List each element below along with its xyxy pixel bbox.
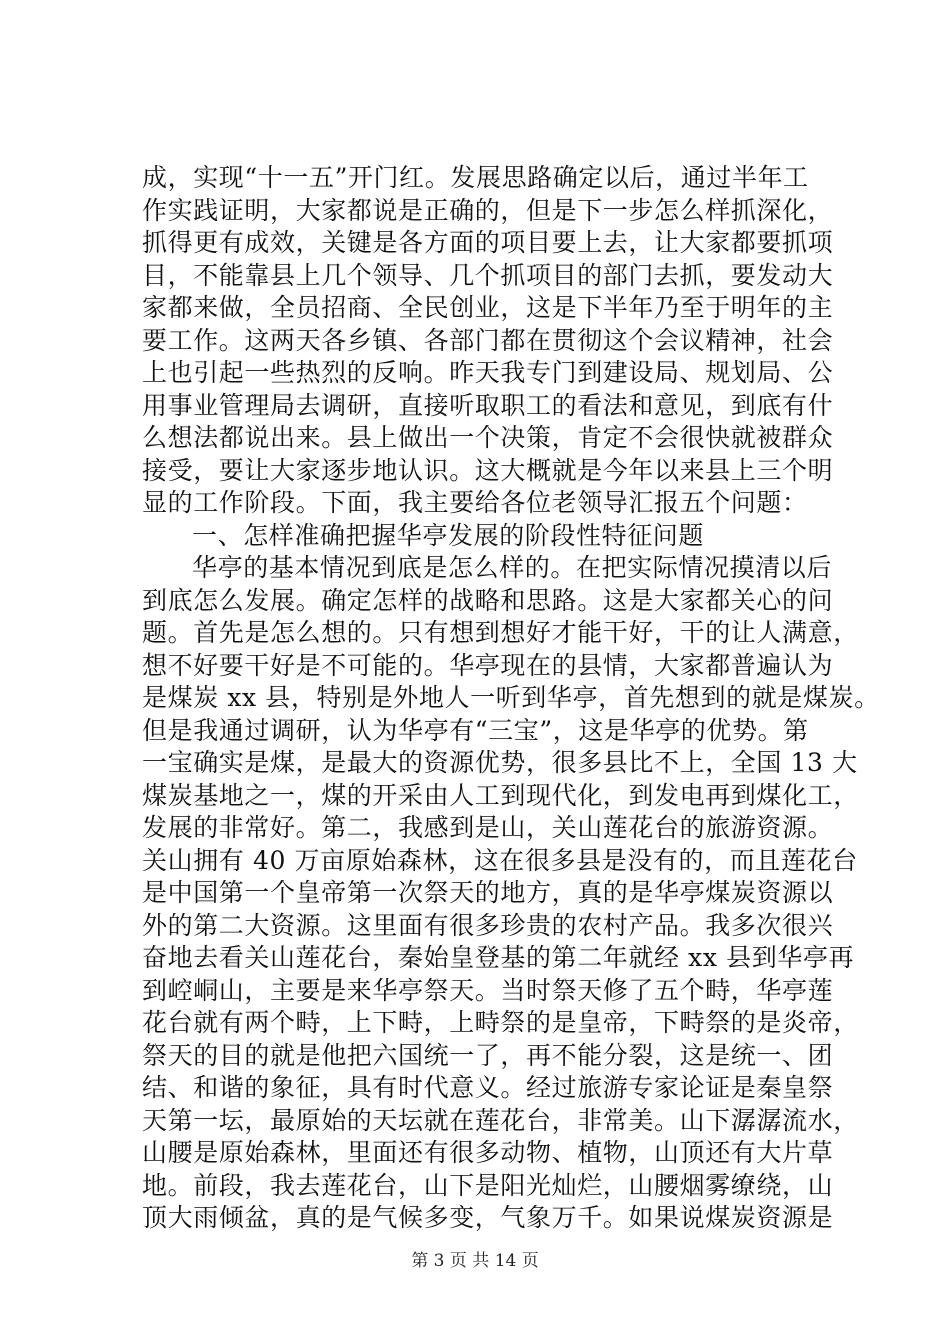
text-line: 题。首先是怎么想的。只有想到想好才能干好，干的让人满意， (142, 618, 859, 647)
text-line: 祭天的目的就是他把六国统一了，再不能分裂，这是统一、团 (142, 1040, 834, 1070)
text-line: 接受，要让大家逐步地认识。这大概就是今年以来县上三个明 (142, 455, 834, 485)
text-line: 要工作。这两天各乡镇、各部门都在贯彻这个会议精神，社会 (142, 325, 834, 355)
text-line: 奋地去看关山莲花台，秦始皇登基的第二年就经 xx 县到华亭再 (142, 943, 855, 972)
text-line: 一宝确实是煤，是最大的资源优势，很多县比不上，全国 13 大 (142, 748, 858, 777)
text-line: 一、怎样准确把握华亭发展的阶段性特征问题 (192, 520, 705, 550)
text-line: 到崆峒山，主要是来华亭祭天。当时祭天修了五个畤，华亭莲 (142, 975, 834, 1005)
text-line: 煤炭基地之一，煤的开采由人工到现代化，到发电再到煤化工， (142, 780, 859, 810)
text-line: 是煤炭 xx 县，特别是外地人一听到华亭，首先想到的就是煤炭。 (142, 683, 880, 712)
text-line: 地。前段，我去莲花台，山下是阳光灿烂，山腰烟雾缭绕，山 (142, 1170, 834, 1200)
text-line: 结、和谐的象征，具有时代意义。经过旅游专家论证是秦皇祭 (142, 1073, 834, 1102)
text-line: 用事业管理局去调研，直接听取职工的看法和意见，到底有什 (142, 390, 834, 420)
text-line: 是中国第一个皇帝第一次祭天的地方，真的是华亭煤炭资源以 (142, 878, 834, 907)
body-text (142, 162, 880, 1235)
text-line: 天第一坛，最原始的天坛就在莲花台，非常美。山下潺潺流水， (142, 1105, 859, 1135)
text-line: 山腰是原始森林，里面还有很多动物、植物，山顶还有大片草 (142, 1138, 834, 1167)
page-footer: 第 3 页 共 14 页 (411, 1251, 539, 1271)
text-line: 发展的非常好。第二，我感到是山，关山莲花台的旅游资源。 (142, 813, 834, 842)
text-line: 想不好要干好是不可能的。华亭现在的县情，大家都普遍认为 (142, 650, 834, 680)
text-line: 目，不能靠县上几个领导、几个抓项目的部门去抓，要发动大 (142, 260, 834, 290)
text-line: 关山拥有 40 万亩原始森林，这在很多县是没有的，而且莲花台 (142, 845, 858, 875)
text-line: 外的第二大资源。这里面有很多珍贵的农村产品。我多次很兴 (142, 910, 834, 940)
text-line: 成，实现“十一五”开门红。发展思路确定以后，通过半年工 (142, 163, 809, 192)
text-line: 但是我通过调研，认为华亭有“三宝”，这是华亭的优势。第 (142, 715, 809, 745)
text-line: 么想法都说出来。县上做出一个决策，肯定不会很快就被群众 (142, 423, 834, 452)
text-line: 华亭的基本情况到底是怎么样的。在把实际情况摸清以后 (192, 553, 833, 582)
text-line: 作实践证明，大家都说是正确的，但是下一步怎么样抓深化， (142, 195, 834, 225)
text-line: 花台就有两个畤，上下畤，上畤祭的是皇帝，下畤祭的是炎帝， (142, 1008, 859, 1037)
text-line: 顶大雨倾盆，真的是气候多变，气象万千。如果说煤炭资源是 (142, 1203, 834, 1232)
text-line: 家都来做，全员招商、全民创业，这是下半年乃至于明年的主 (142, 293, 834, 322)
text-line: 上也引起一些热烈的反响。昨天我专门到建设局、规划局、公 (142, 358, 834, 387)
text-line: 显的工作阶段。下面，我主要给各位老领导汇报五个问题： (142, 488, 808, 517)
text-line: 抓得更有成效，关键是各方面的项目要上去，让大家都要抓项 (142, 228, 834, 257)
text-line: 到底怎么发展。确定怎样的战略和思路。这是大家都关心的问 (142, 585, 834, 615)
